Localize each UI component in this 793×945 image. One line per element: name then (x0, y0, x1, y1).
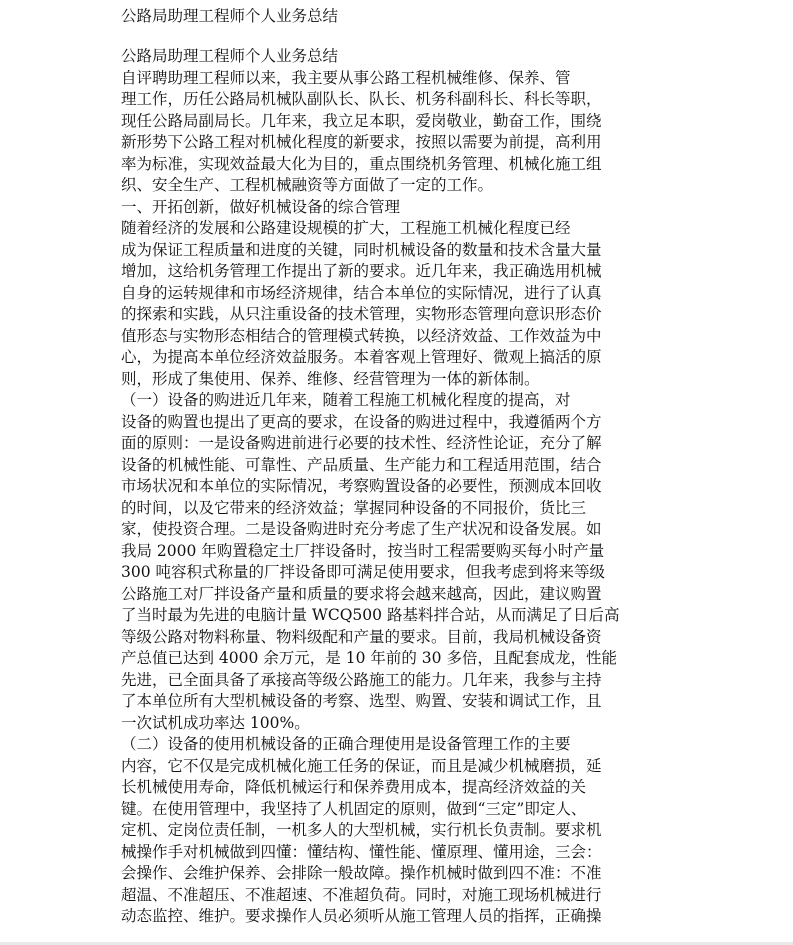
body-line: 动态监控、维护。要求操作人员必须听从施工管理人员的指挥，正确操 (121, 907, 602, 925)
body-line: 会操作、会维护保养、会排除一般故障。操作机械时做到四不准：不准 (121, 864, 602, 882)
body-line: 现任公路局副局长。几年来，我立足本职，爱岗敬业，勤奋工作，围绕 (121, 111, 602, 130)
body-line: 率为标准，实现效益最大化为目的，重点围绕机务管理、机械化施工组 (121, 154, 602, 173)
body-line: 心，为提高本单位经济效益服务。本着客观上管理好、微观上搞活的原 (121, 348, 602, 366)
document-title: 公路局助理工程师个人业务总结 (121, 47, 339, 65)
body-line: 的时间，以及它带来的经济效益；掌握同种设备的不同报价，货比三 (121, 498, 587, 517)
body-line: 自身的运转规律和市场经济规律，结合本单位的实际情况，进行了认真 (121, 283, 602, 302)
body-line: 设备的购置也提出了更高的要求，在设备的购进过程中，我遵循两个方 (121, 412, 602, 431)
body-line: 家，使投资合理。二是设备购进时充分考虑了生产状况和设备发展。如 (121, 520, 602, 538)
body-line: 增加，这给机务管理工作提出了新的要求。近几年来，我正确选用机械 (121, 262, 602, 280)
body-line: 值形态与实物形态相结合的管理模式转换，以经济效益、工作效益为中 (121, 326, 602, 345)
document-body (121, 46, 621, 928)
page-header-title: 公路局助理工程师个人业务总结 (121, 7, 339, 25)
body-line: 了当时最为先进的电脑计量 WCQ500 路基料拌合站，从而满足了日后高 (121, 606, 620, 624)
body-line: （一）设备的购进近几年来，随着工程施工机械化程度的提高，对 (121, 391, 571, 409)
body-line: 成为保证工程质量和进度的关键，同时机械设备的数量和技术含量大量 (121, 240, 602, 259)
body-line: 我局 2000 年购置稳定土厂拌设备时，按当时工程需要购买每小时产量 (121, 541, 605, 560)
body-line: 一次试机成功率达 100%。 (121, 713, 310, 732)
body-line: 随着经济的发展和公路建设规模的扩大，工程施工机械化程度已经 (121, 219, 571, 237)
body-line: 理工作，历任公路局机械队副队长、队长、机务科副科长、科长等职， (121, 90, 602, 108)
body-line: 自评聘助理工程师以来，我主要从事公路工程机械维修、保养、管 (121, 68, 571, 87)
body-line: 面的原则：一是设备购进前进行必要的技术性、经济性论证，充分了解 (121, 434, 602, 452)
body-line: 了本单位所有大型机械设备的考察、选型、购置、安装和调试工作，且 (121, 692, 602, 710)
body-line: 产总值已达到 4000 余万元，是 10 年前的 30 多倍，且配套成龙，性能 (121, 649, 617, 667)
body-line: 长机械使用寿命，降低机械运行和保养费用成本，提高经济效益的关 (121, 778, 587, 796)
body-line: 定机、定岗位责任制，一机多人的大型机械，实行机长负责制。要求机 (121, 821, 602, 839)
body-line: 等级公路对物料称量、物料级配和产量的要求。目前，我局机械设备资 (121, 627, 602, 646)
body-line: 一、开拓创新，做好机械设备的综合管理 (121, 197, 401, 216)
body-line: （二）设备的使用机械设备的正确合理使用是设备管理工作的主要 (121, 735, 571, 753)
body-line: 先进，已全面具备了承接高等级公路施工的能力。几年来，我参与主持 (121, 670, 602, 689)
body-line: 超温、不准超压、不准超速、不准超负荷。同时，对施工现场机械进行 (121, 885, 602, 904)
body-line: 键。在使用管理中，我坚持了人机固定的原则，做到“三定”即定人、 (121, 799, 587, 818)
body-line: 市场状况和本单位的实际情况，考察购置设备的必要性，预测成本回收 (121, 477, 602, 495)
body-line: 设备的机械性能、可靠性、产品质量、生产能力和工程适用范围，结合 (121, 455, 602, 474)
body-line: 300 吨容积式称量的厂拌设备即可满足使用要求，但我考虑到将来等级 (121, 563, 606, 581)
body-line: 公路施工对厂拌设备产量和质量的要求将会越来越高，因此，建议购置 (121, 584, 602, 603)
body-line: 内容，它不仅是完成机械化施工任务的保证，而且是减少机械磨损，延 (121, 756, 602, 775)
body-line: 械操作手对机械做到四懂：懂结构、懂性能、懂原理、懂用途，三会： (121, 842, 602, 861)
body-line: 则，形成了集使用、保养、维修、经营管理为一体的新体制。 (121, 369, 540, 388)
body-line: 新形势下公路工程对机械化程度的新要求，按照以需要为前提，高利用 (121, 133, 602, 151)
body-line: 的探索和实践，从只注重设备的技术管理，实物形态管理向意识形态价 (121, 305, 602, 323)
body-line: 织、安全生产、工程机械融资等方面做了一定的工作。 (121, 176, 494, 194)
